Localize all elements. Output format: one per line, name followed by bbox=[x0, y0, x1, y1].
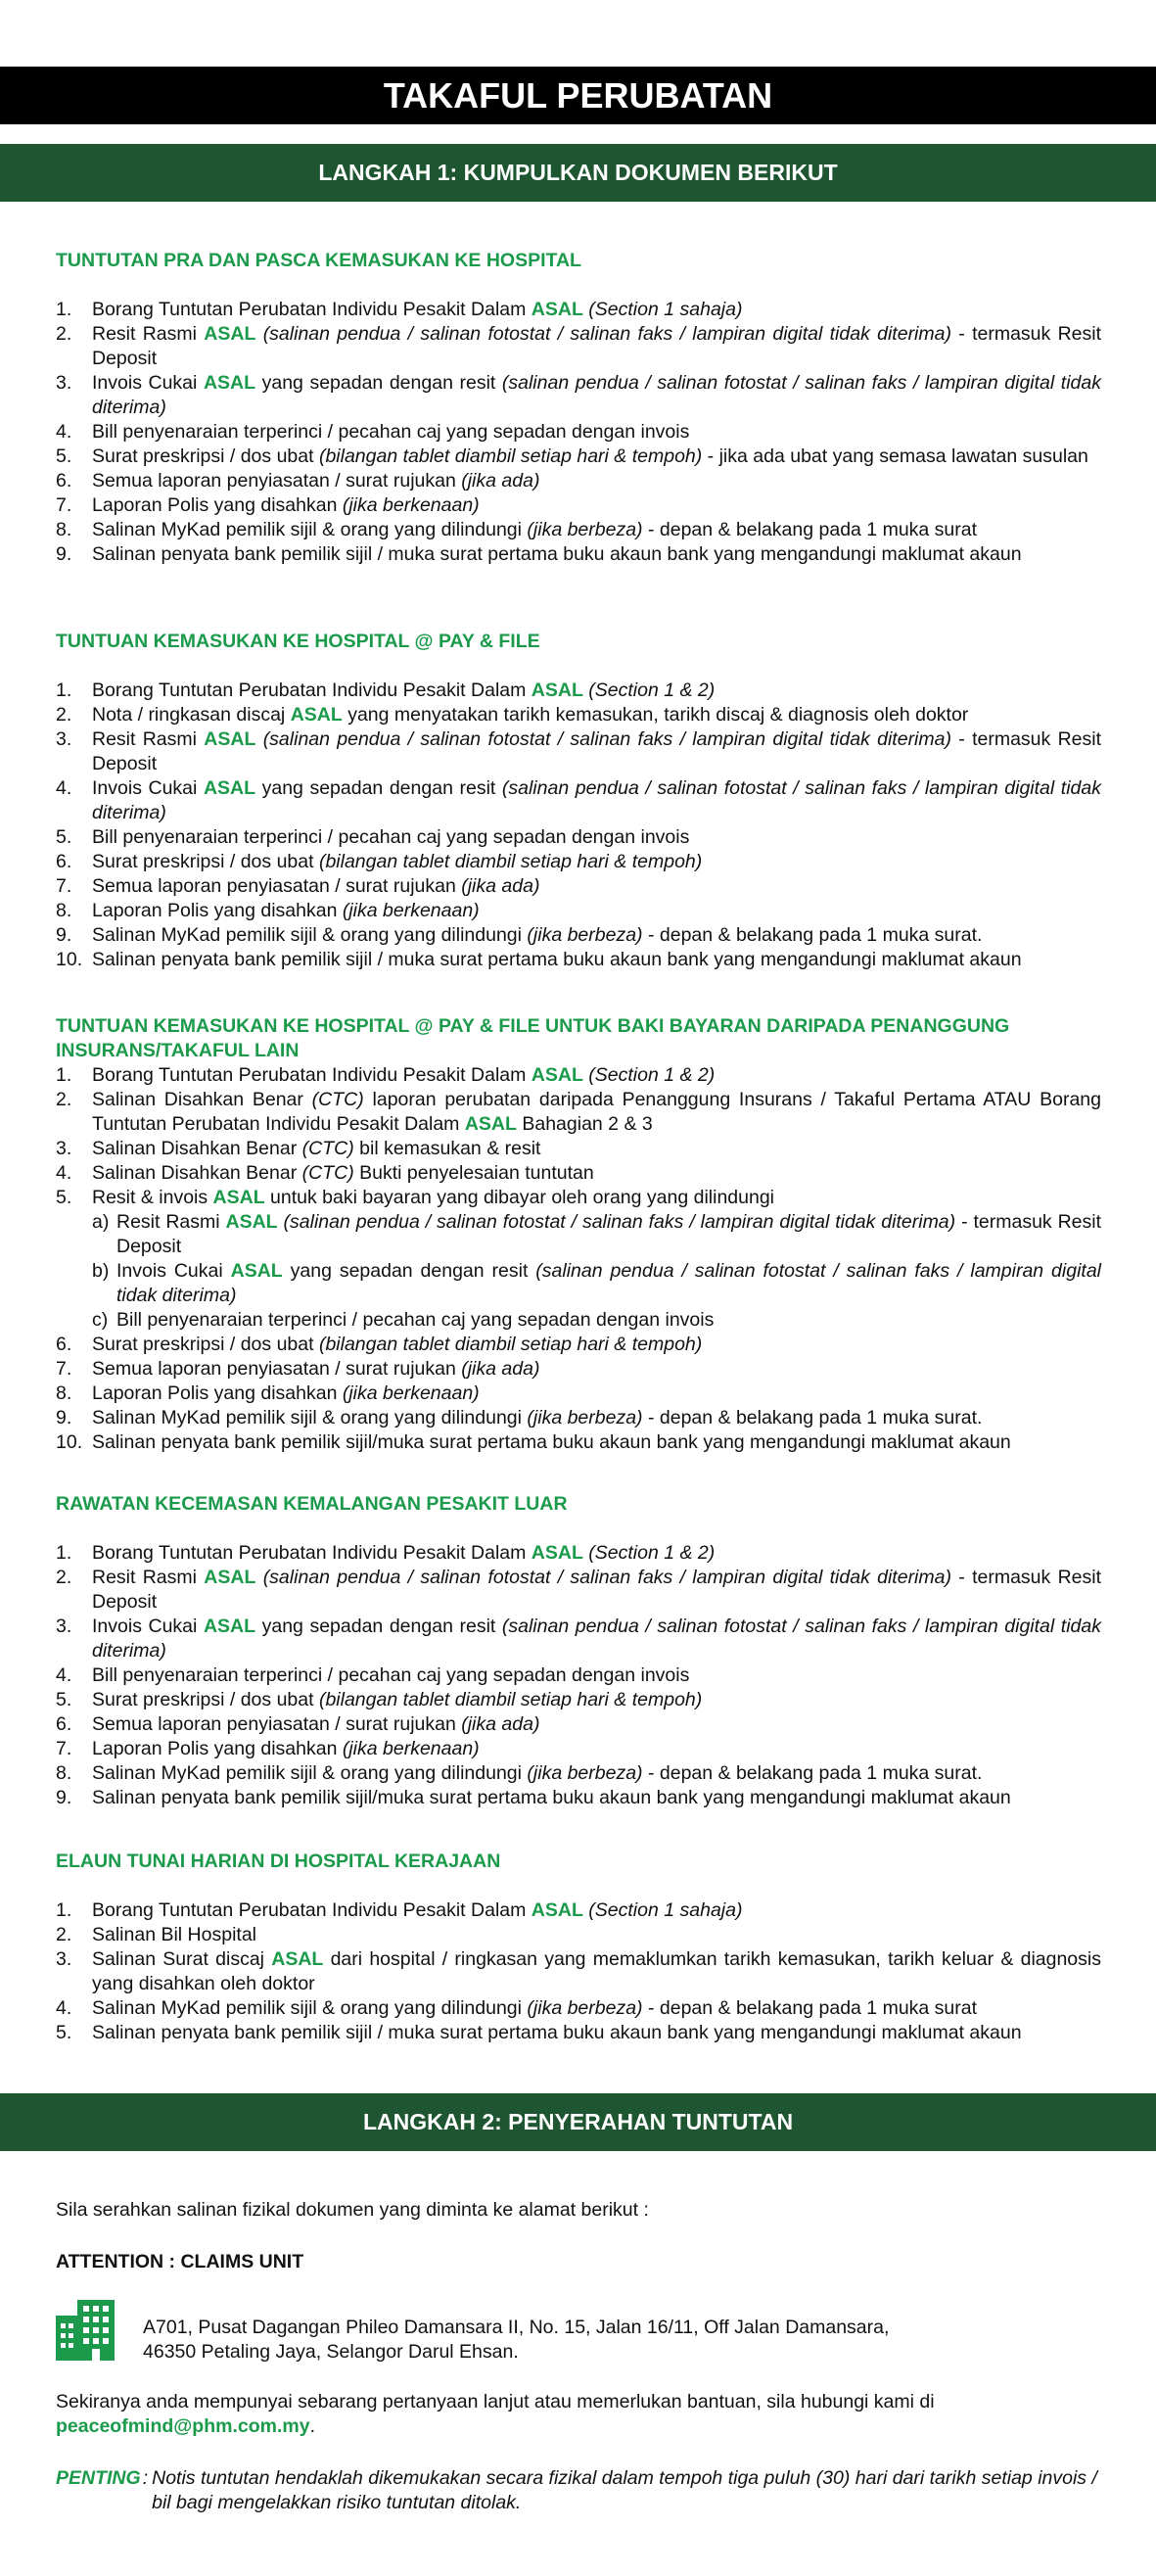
sub-list-text bbox=[116, 1259, 1101, 1308]
sub-list-text bbox=[116, 1308, 1101, 1333]
step2-banner: LANGKAH 2: PENYERAHAN TUNTUTAN bbox=[0, 2093, 1156, 2151]
list-number: 10. bbox=[56, 949, 83, 970]
document-list bbox=[56, 1898, 1101, 2045]
item-text: Salinan MyKad pemilik sijil & orang yang dilindungi bbox=[92, 1997, 528, 2019]
italic-note: (jika ada) bbox=[461, 470, 540, 492]
list-number: 5. bbox=[56, 1187, 72, 1208]
list-number: 1. bbox=[56, 679, 72, 701]
list-text bbox=[92, 679, 1101, 703]
section-title: TUNTUAN KEMASUKAN KE HOSPITAL @ PAY & FILE bbox=[56, 631, 540, 652]
list-text bbox=[92, 1161, 1101, 1186]
list-number: 9. bbox=[56, 1407, 72, 1429]
list-text bbox=[92, 298, 1101, 322]
address-line-2: 46350 Petaling Jaya, Selangor Darul Ehsan. bbox=[143, 2341, 519, 2363]
item-text: yang menyatakan tarikh kemasukan, tarikh discaj & diagnosis oleh doktor bbox=[342, 704, 969, 726]
item-text: - termasuk Resit Deposit bbox=[92, 323, 1101, 369]
item-text: Invois Cukai bbox=[92, 1616, 204, 1637]
list-number: 1. bbox=[56, 1542, 72, 1564]
italic-note: (jika berbeza) bbox=[527, 1997, 643, 2019]
item-text: Borang Tuntutan Perubatan Individu Pesakit Dalam bbox=[92, 1064, 532, 1086]
item-text: - depan & belakang pada 1 muka surat. bbox=[642, 1407, 983, 1429]
item-text: Invois Cukai bbox=[92, 777, 204, 799]
asal-highlight: ASAL bbox=[230, 1260, 283, 1282]
list-item bbox=[56, 850, 1101, 874]
list-item bbox=[56, 1161, 1101, 1186]
item-text: Resit Rasmi bbox=[92, 323, 205, 345]
italic-note: (jika ada) bbox=[461, 875, 540, 897]
list-text bbox=[92, 1712, 1101, 1737]
italic-note: (salinan pendua / salinan fotostat / salinan faks / lampiran digital tidak diterima) bbox=[262, 728, 951, 750]
item-text: Invois Cukai bbox=[116, 1260, 231, 1282]
item-text: Borang Tuntutan Perubatan Individu Pesakit Dalam bbox=[92, 1899, 532, 1921]
list-item bbox=[56, 2021, 1101, 2045]
item-text: - termasuk Resit Deposit bbox=[116, 1211, 1101, 1257]
asal-highlight: ASAL bbox=[271, 1948, 324, 1970]
item-text: Salinan penyata bank pemilik sijil / muka surat pertama buku akaun bank yang mengandungi maklumat akaun bbox=[92, 543, 1022, 565]
section-pra-pasca bbox=[56, 249, 1101, 567]
list-item bbox=[56, 1786, 1101, 1810]
list-text bbox=[92, 1186, 1101, 1210]
list-text bbox=[92, 445, 1101, 469]
sub-list-text bbox=[116, 1210, 1101, 1259]
italic-note: (salinan pendua / salinan fotostat / salinan faks / lampiran digital tidak diterima) bbox=[92, 777, 1101, 823]
document-list bbox=[56, 1541, 1101, 1810]
item-text: Borang Tuntutan Perubatan Individu Pesakit Dalam bbox=[92, 679, 532, 701]
item-text: Salinan MyKad pemilik sijil & orang yang dilindungi bbox=[92, 924, 528, 946]
list-number: 3. bbox=[56, 728, 72, 750]
list-number: 9. bbox=[56, 1787, 72, 1808]
list-item bbox=[56, 1615, 1101, 1663]
italic-note: (jika berbeza) bbox=[527, 1762, 643, 1784]
sub-list-item bbox=[56, 1210, 1101, 1259]
list-item bbox=[56, 518, 1101, 542]
list-text bbox=[92, 1088, 1101, 1137]
section-pay-file bbox=[56, 630, 1101, 972]
item-text: Resit Rasmi bbox=[116, 1211, 226, 1233]
list-text bbox=[92, 1137, 1101, 1161]
list-number: 8. bbox=[56, 900, 72, 921]
asal-highlight: ASAL bbox=[531, 299, 583, 320]
list-text bbox=[92, 322, 1101, 371]
item-text: Salinan MyKad pemilik sijil & orang yang dilindungi bbox=[92, 1407, 528, 1429]
italic-note: (salinan pendua / salinan fotostat / salinan faks / lampiran digital tidak diterima) bbox=[262, 323, 951, 345]
list-text bbox=[92, 1063, 1101, 1088]
page-title: TAKAFUL PERUBATAN bbox=[0, 67, 1156, 124]
contact-email-link[interactable]: peaceofmind@phm.com.my bbox=[56, 2415, 310, 2437]
list-number: 4. bbox=[56, 421, 72, 443]
item-text: - depan & belakang pada 1 muka surat. bbox=[642, 924, 983, 946]
asal-highlight: ASAL bbox=[464, 1113, 517, 1135]
list-number: 4. bbox=[56, 1997, 72, 2019]
list-item bbox=[56, 298, 1101, 322]
list-text bbox=[92, 1996, 1101, 2021]
item-text: Salinan Disahkan Benar bbox=[92, 1089, 312, 1110]
list-item bbox=[56, 1137, 1101, 1161]
list-item bbox=[56, 1737, 1101, 1761]
list-number: 8. bbox=[56, 1382, 72, 1404]
list-item bbox=[56, 776, 1101, 825]
item-text: Resit Rasmi bbox=[92, 728, 205, 750]
list-item bbox=[56, 1663, 1101, 1688]
list-item bbox=[56, 1406, 1101, 1430]
list-item bbox=[56, 1357, 1101, 1382]
italic-note: (jika berkenaan) bbox=[342, 1382, 480, 1404]
list-number: 7. bbox=[56, 875, 72, 897]
italic-note: (Section 1 & 2) bbox=[588, 679, 716, 701]
italic-note: (Section 1 sahaja) bbox=[588, 299, 743, 320]
item-text: - depan & belakang pada 1 muka surat bbox=[642, 519, 978, 540]
list-item bbox=[56, 1761, 1101, 1786]
item-text: Borang Tuntutan Perubatan Individu Pesakit Dalam bbox=[92, 299, 532, 320]
list-item bbox=[56, 1712, 1101, 1737]
italic-note: (jika berbeza) bbox=[527, 924, 643, 946]
list-text bbox=[92, 899, 1101, 923]
submission-intro: Sila serahkan salinan fizikal dokumen yang diminta ke alamat berikut : bbox=[56, 2199, 649, 2221]
list-text bbox=[92, 1541, 1101, 1566]
item-text: Nota / ringkasan discaj bbox=[92, 704, 291, 726]
asal-highlight: ASAL bbox=[531, 1899, 583, 1921]
list-number: 6. bbox=[56, 1713, 72, 1735]
sub-list-letter: c) bbox=[92, 1309, 109, 1331]
italic-note: (salinan pendua / salinan fotostat / salinan faks / lampiran digital tidak diterima) bbox=[262, 1567, 951, 1588]
list-text bbox=[92, 542, 1101, 567]
section-rawatan-kecemasan bbox=[56, 1492, 1101, 1810]
list-item bbox=[56, 1088, 1101, 1137]
item-text: Borang Tuntutan Perubatan Individu Pesakit Dalam bbox=[92, 1542, 532, 1564]
list-item bbox=[56, 322, 1101, 371]
asal-highlight: ASAL bbox=[290, 704, 343, 726]
asal-highlight: ASAL bbox=[531, 679, 583, 701]
item-text: bil kemasukan & resit bbox=[353, 1138, 541, 1159]
italic-note: (bilangan tablet diambil setiap hari & tempoh) bbox=[318, 445, 703, 467]
list-item bbox=[56, 1541, 1101, 1566]
item-text: Invois Cukai bbox=[92, 372, 204, 394]
list-number: 7. bbox=[56, 1358, 72, 1380]
list-item bbox=[56, 1898, 1101, 1923]
list-number: 5. bbox=[56, 445, 72, 467]
list-number: 5. bbox=[56, 826, 72, 848]
item-text: Bill penyenaraian terperinci / pecahan caj yang sepadan dengan invois bbox=[92, 421, 690, 443]
list-number: 5. bbox=[56, 2022, 72, 2043]
asal-highlight: ASAL bbox=[204, 1567, 256, 1588]
italic-note: (jika berkenaan) bbox=[342, 1738, 480, 1759]
italic-note: (salinan pendua / salinan fotostat / salinan faks / lampiran digital tidak diterima) bbox=[116, 1260, 1102, 1306]
item-text bbox=[255, 728, 262, 750]
item-text: Salinan MyKad pemilik sijil & orang yang dilindungi bbox=[92, 1762, 528, 1784]
list-item bbox=[56, 542, 1101, 567]
item-text: untuk baki bayaran yang dibayar oleh orang yang dilindungi bbox=[264, 1187, 775, 1208]
italic-note: (CTC) bbox=[301, 1162, 354, 1184]
section-title: TUNTUTAN PRA DAN PASCA KEMASUKAN KE HOSPITAL bbox=[56, 250, 581, 271]
list-text bbox=[92, 518, 1101, 542]
item-text: Salinan Disahkan Benar bbox=[92, 1162, 302, 1184]
item-text: Salinan Surat discaj bbox=[92, 1948, 272, 1970]
item-text: Semua laporan penyiasatan / surat rujukan bbox=[92, 1358, 462, 1380]
list-item bbox=[56, 874, 1101, 899]
list-text bbox=[92, 1786, 1101, 1810]
sub-list-item bbox=[56, 1259, 1101, 1308]
italic-note: (bilangan tablet diambil setiap hari & tempoh) bbox=[318, 851, 703, 872]
item-text: Semua laporan penyiasatan / surat rujukan bbox=[92, 470, 462, 492]
item-text: - depan & belakang pada 1 muka surat. bbox=[642, 1762, 983, 1784]
list-item bbox=[56, 825, 1101, 850]
item-text: Bill penyenaraian terperinci / pecahan caj yang sepadan dengan invois bbox=[116, 1309, 715, 1331]
list-number: 3. bbox=[56, 372, 72, 394]
important-label: PENTING bbox=[56, 2467, 141, 2489]
list-item bbox=[56, 703, 1101, 727]
italic-note: (Section 1 & 2) bbox=[588, 1064, 716, 1086]
list-item bbox=[56, 1923, 1101, 1947]
list-number: 9. bbox=[56, 543, 72, 565]
list-item bbox=[56, 1333, 1101, 1357]
list-number: 2. bbox=[56, 1567, 72, 1588]
asal-highlight: ASAL bbox=[531, 1064, 583, 1086]
list-text bbox=[92, 948, 1101, 972]
item-text: Surat preskripsi / dos ubat bbox=[92, 851, 319, 872]
important-note bbox=[56, 2466, 1101, 2515]
item-text: Bill penyenaraian terperinci / pecahan caj yang sepadan dengan invois bbox=[92, 1664, 690, 1686]
item-text: Bahagian 2 & 3 bbox=[516, 1113, 653, 1135]
list-text bbox=[92, 2021, 1101, 2045]
list-number: 8. bbox=[56, 519, 72, 540]
section-title: RAWATAN KECEMASAN KEMALANGAN PESAKIT LUAR bbox=[56, 1493, 568, 1515]
italic-note: (salinan pendua / salinan fotostat / salinan faks / lampiran digital tidak diterima) bbox=[92, 372, 1101, 418]
item-text: Laporan Polis yang disahkan bbox=[92, 494, 343, 516]
list-item bbox=[56, 371, 1101, 420]
italic-note: (Section 1 sahaja) bbox=[588, 1899, 743, 1921]
list-number: 2. bbox=[56, 1089, 72, 1110]
list-number: 8. bbox=[56, 1762, 72, 1784]
document-list bbox=[56, 1063, 1101, 1455]
item-text: yang sepadan dengan resit bbox=[282, 1260, 536, 1282]
list-text bbox=[92, 493, 1101, 518]
list-text bbox=[92, 850, 1101, 874]
item-text: Laporan Polis yang disahkan bbox=[92, 1738, 343, 1759]
list-text bbox=[92, 371, 1101, 420]
contact-text: Sekiranya anda mempunyai sebarang pertanyaan lanjut atau memerlukan bantuan, sila hubungi kami di bbox=[56, 2391, 935, 2412]
list-item bbox=[56, 899, 1101, 923]
list-number: 4. bbox=[56, 777, 72, 799]
item-text: Salinan Disahkan Benar bbox=[92, 1138, 302, 1159]
item-text: Salinan penyata bank pemilik sijil / muka surat pertama buku akaun bank yang mengandungi maklumat akaun bbox=[92, 949, 1022, 970]
item-text: Laporan Polis yang disahkan bbox=[92, 1382, 343, 1404]
item-text: Resit Rasmi bbox=[92, 1567, 205, 1588]
list-number: 3. bbox=[56, 1948, 72, 1970]
italic-note: (jika berbeza) bbox=[527, 519, 643, 540]
address-line-1: A701, Pusat Dagangan Phileo Damansara II, No. 15, Jalan 16/11, Off Jalan Damansara, bbox=[143, 2317, 890, 2338]
item-text: - termasuk Resit Deposit bbox=[92, 1567, 1101, 1613]
important-text: Notis tuntutan hendaklah dikemukakan secara fizikal dalam tempoh tiga puluh (30) hari dari tarikh setiap invois / bil bagi mengelakkan risiko tuntutan ditolak. bbox=[152, 2467, 1097, 2513]
list-number: 9. bbox=[56, 924, 72, 946]
item-text: Salinan MyKad pemilik sijil & orang yang dilindungi bbox=[92, 519, 528, 540]
list-text bbox=[92, 923, 1101, 948]
italic-note: (jika ada) bbox=[461, 1713, 540, 1735]
list-text bbox=[92, 420, 1101, 445]
list-text bbox=[92, 1382, 1101, 1406]
list-number: 6. bbox=[56, 851, 72, 872]
item-text: Surat preskripsi / dos ubat bbox=[92, 445, 319, 467]
asal-highlight: ASAL bbox=[203, 777, 256, 799]
italic-note: (salinan pendua / salinan fotostat / salinan faks / lampiran digital tidak diterima) bbox=[283, 1211, 956, 1233]
list-text bbox=[92, 703, 1101, 727]
list-item bbox=[56, 493, 1101, 518]
contact-paragraph bbox=[56, 2390, 1101, 2439]
item-text: Bill penyenaraian terperinci / pecahan caj yang sepadan dengan invois bbox=[92, 826, 690, 848]
italic-note: (Section 1 & 2) bbox=[588, 1542, 716, 1564]
section-pay-file-baki bbox=[56, 1014, 1101, 1455]
list-text bbox=[92, 1688, 1101, 1712]
list-text bbox=[92, 1947, 1101, 1996]
list-number: 2. bbox=[56, 704, 72, 726]
document-list bbox=[56, 679, 1101, 972]
item-text: - jika ada ubat yang semasa lawatan susulan bbox=[702, 445, 1088, 467]
list-text bbox=[92, 1430, 1101, 1455]
item-text bbox=[255, 323, 262, 345]
list-number: 2. bbox=[56, 323, 72, 345]
list-item bbox=[56, 1996, 1101, 2021]
italic-note: (jika berbeza) bbox=[527, 1407, 643, 1429]
italic-note: (jika ada) bbox=[461, 1358, 540, 1380]
list-item bbox=[56, 1186, 1101, 1210]
list-item bbox=[56, 727, 1101, 776]
list-number: 6. bbox=[56, 1334, 72, 1355]
item-text: Salinan penyata bank pemilik sijil / muka surat pertama buku akaun bank yang mengandungi maklumat akaun bbox=[92, 2022, 1022, 2043]
item-text: Salinan penyata bank pemilik sijil/muka surat pertama buku akaun bank yang mengandungi maklumat akaun bbox=[92, 1787, 1011, 1808]
list-text bbox=[92, 1566, 1101, 1615]
list-number: 10. bbox=[56, 1431, 83, 1453]
item-text: Semua laporan penyiasatan / surat rujukan bbox=[92, 875, 462, 897]
asal-highlight: ASAL bbox=[212, 1187, 265, 1208]
item-text: Surat preskripsi / dos ubat bbox=[92, 1689, 319, 1710]
asal-highlight: ASAL bbox=[203, 1616, 256, 1637]
sub-list-item bbox=[56, 1308, 1101, 1333]
list-item bbox=[56, 445, 1101, 469]
item-text bbox=[255, 1567, 262, 1588]
list-text bbox=[92, 1406, 1101, 1430]
mailing-address bbox=[143, 2316, 1024, 2365]
item-text: Bukti penyelesaian tuntutan bbox=[353, 1162, 594, 1184]
italic-note: (jika berkenaan) bbox=[342, 900, 480, 921]
list-number: 2. bbox=[56, 1924, 72, 1945]
list-item bbox=[56, 1947, 1101, 1996]
item-text: Semua laporan penyiasatan / surat rujukan bbox=[92, 1713, 462, 1735]
item-text: - termasuk Resit Deposit bbox=[92, 728, 1101, 774]
attention-line: ATTENTION : CLAIMS UNIT bbox=[56, 2251, 304, 2272]
sub-list-letter: b) bbox=[92, 1260, 110, 1282]
building-icon bbox=[56, 2300, 115, 2361]
list-number: 4. bbox=[56, 1162, 72, 1184]
item-text: yang sepadan dengan resit bbox=[255, 777, 502, 799]
item-text: dari hospital / ringkasan yang memaklumkan tarikh kemasukan, tarikh keluar & diagnosis yang disahkan oleh doktor bbox=[92, 1948, 1101, 1994]
italic-note: (CTC) bbox=[311, 1089, 364, 1110]
section-title: TUNTUAN KEMASUKAN KE HOSPITAL @ PAY & FILE UNTUK BAKI BAYARAN DARIPADA PENANGGUNG INSURANS/TAKAFUL LAIN bbox=[56, 1015, 1010, 1061]
list-number: 1. bbox=[56, 1899, 72, 1921]
item-text: - depan & belakang pada 1 muka surat bbox=[642, 1997, 978, 2019]
list-text bbox=[92, 1923, 1101, 1947]
item-text: yang sepadan dengan resit bbox=[255, 372, 502, 394]
list-item bbox=[56, 1430, 1101, 1455]
list-text bbox=[92, 469, 1101, 493]
list-text bbox=[92, 776, 1101, 825]
list-number: 1. bbox=[56, 299, 72, 320]
asal-highlight: ASAL bbox=[204, 323, 256, 345]
list-number: 7. bbox=[56, 1738, 72, 1759]
item-text: Salinan Bil Hospital bbox=[92, 1924, 257, 1945]
item-text: yang sepadan dengan resit bbox=[255, 1616, 502, 1637]
list-item bbox=[56, 679, 1101, 703]
italic-note: (salinan pendua / salinan fotostat / salinan faks / lampiran digital tidak diterima) bbox=[92, 1616, 1101, 1662]
section-title: ELAUN TUNAI HARIAN DI HOSPITAL KERAJAAN bbox=[56, 1850, 501, 1872]
list-text bbox=[92, 874, 1101, 899]
list-number: 1. bbox=[56, 1064, 72, 1086]
italic-note: (CTC) bbox=[301, 1138, 354, 1159]
asal-highlight: ASAL bbox=[203, 372, 256, 394]
list-item bbox=[56, 1382, 1101, 1406]
list-text bbox=[92, 1737, 1101, 1761]
item-text: Surat preskripsi / dos ubat bbox=[92, 1334, 319, 1355]
document-list bbox=[56, 298, 1101, 567]
item-text: Laporan Polis yang disahkan bbox=[92, 900, 343, 921]
item-text: Resit & invois bbox=[92, 1187, 213, 1208]
list-text bbox=[92, 1898, 1101, 1923]
list-number: 4. bbox=[56, 1664, 72, 1686]
list-number: 3. bbox=[56, 1138, 72, 1159]
important-colon: : bbox=[142, 2467, 149, 2489]
step1-banner: LANGKAH 1: KUMPULKAN DOKUMEN BERIKUT bbox=[0, 144, 1156, 202]
asal-highlight: ASAL bbox=[204, 728, 256, 750]
asal-highlight: ASAL bbox=[531, 1542, 583, 1564]
list-number: 3. bbox=[56, 1616, 72, 1637]
sub-list-letter: a) bbox=[92, 1211, 110, 1233]
section-elaun-tunai bbox=[56, 1850, 1101, 2045]
list-item bbox=[56, 1566, 1101, 1615]
italic-note: (bilangan tablet diambil setiap hari & tempoh) bbox=[318, 1689, 703, 1710]
list-item bbox=[56, 1063, 1101, 1088]
list-item bbox=[56, 948, 1101, 972]
list-text bbox=[92, 1333, 1101, 1357]
contact-email-suffix: . bbox=[309, 2415, 315, 2437]
list-number: 7. bbox=[56, 494, 72, 516]
list-item bbox=[56, 923, 1101, 948]
italic-note: (jika berkenaan) bbox=[342, 494, 480, 516]
list-item bbox=[56, 420, 1101, 445]
list-item bbox=[56, 1688, 1101, 1712]
list-text bbox=[92, 1663, 1101, 1688]
list-number: 6. bbox=[56, 470, 72, 492]
list-text bbox=[92, 1761, 1101, 1786]
item-text: Salinan penyata bank pemilik sijil/muka surat pertama buku akaun bank yang mengandungi maklumat akaun bbox=[92, 1431, 1011, 1453]
item-text: laporan perubatan daripada Penanggung Insurans / Takaful Pertama ATAU Borang Tuntutan Perubatan Individu Pesakit Dalam bbox=[92, 1089, 1101, 1135]
asal-highlight: ASAL bbox=[225, 1211, 278, 1233]
list-text bbox=[92, 825, 1101, 850]
list-text bbox=[92, 1357, 1101, 1382]
list-item bbox=[56, 469, 1101, 493]
list-text bbox=[92, 727, 1101, 776]
italic-note: (bilangan tablet diambil setiap hari & tempoh) bbox=[318, 1334, 703, 1355]
list-number: 5. bbox=[56, 1689, 72, 1710]
list-text bbox=[92, 1615, 1101, 1663]
